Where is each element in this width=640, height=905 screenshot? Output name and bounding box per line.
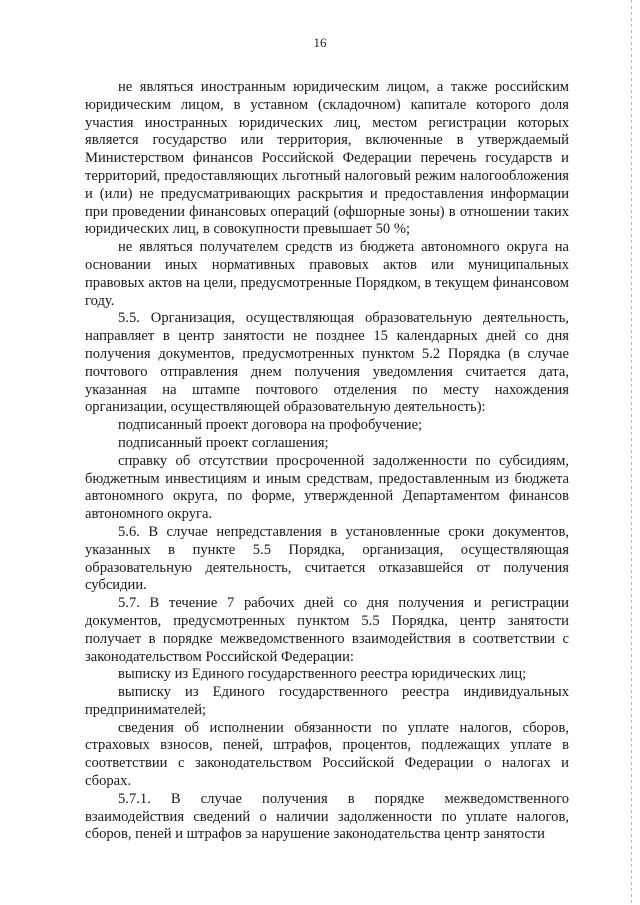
document-body [85,79,569,844]
paragraph: сведения об исполнении обязанности по уплате налогов, сборов, страховых взносов, пеней, штрафов, процентов, подлежащих уплате в соответствии с законодательством Российской Федерации о налогах и сборах. [85,719,569,790]
paragraph: 5.5. Организация, осуществляющая образовательную деятельность, направляет в центр занятости не позднее 15 календарных дней со дня получения документов, предусмотренных пунктом 5.2 Порядка (в случае почтового отправления днем получения уведомления считается дата, указанная на штампе почтового отделения по месту нахождения организации, осуществляющей образовательную деятельность): [85,310,569,416]
paragraph: 5.6. В случае непредставления в установленные сроки документов, указанных в пункте 5.5 Порядка, организация, осуществляющая образовательную деятельность, считается отказавшейся от получения субсидии. [85,523,569,594]
paragraph: выписку из Единого государственного реестра индивидуальных предпринимателей; [85,684,569,718]
paragraph: не являться получателем средств из бюджета автономного округа на основании иных нормативных правовых актов или муниципальных правовых актов на цели, предусмотренные Порядком, в текущем финансовом году. [85,239,569,309]
paragraph: справку об отсутствии просроченной задолженности по субсидиям, бюджетным инвестициям и иным средствам, предоставленным из бюджета автономного округа, по форме, утвержденной Департаментом финансов автономного округа. [85,452,569,523]
scan-edge-line [631,0,632,905]
paragraph: подписанный проект договора на профобучение; [118,417,423,434]
paragraph: не являться иностранным юридическим лицом, а также российским юридическим лицом, в уставном (складочном) капитале которого доля участия иностранных юридических лиц, местом регистрации которых является государство или территория, включенные в утверждаемый Министерством финансов Российской Федерации перечень государств и территорий, предоставляющих льготный налоговый режим налогообложения и (или) не предусматривающих раскрытия и предоставления информации при проведении финансовых операций (офшорные зоны) в отношении таких юридических лиц, в совокупности превышает 50 %; [85,79,569,238]
paragraph: 5.7.1. В случае получения в порядке межведомственного взаимодействия сведений о наличии задолженности по уплате налогов, сборов, пеней и штрафов за нарушение законодательства центр занятости [85,790,569,843]
paragraph: выписку из Единого государственного реестра юридических лиц; [118,666,527,683]
page-number: 16 [313,35,327,50]
paragraph: подписанный проект соглашения; [118,434,329,451]
paragraph: 5.7. В течение 7 рабочих дней со дня получения и регистрации документов, предусмотренных пунктом 5.5 Порядка, центр занятости получает в порядке межведомственного взаимодействия в соответствии с законодательством Российской Федерации: [85,595,569,665]
